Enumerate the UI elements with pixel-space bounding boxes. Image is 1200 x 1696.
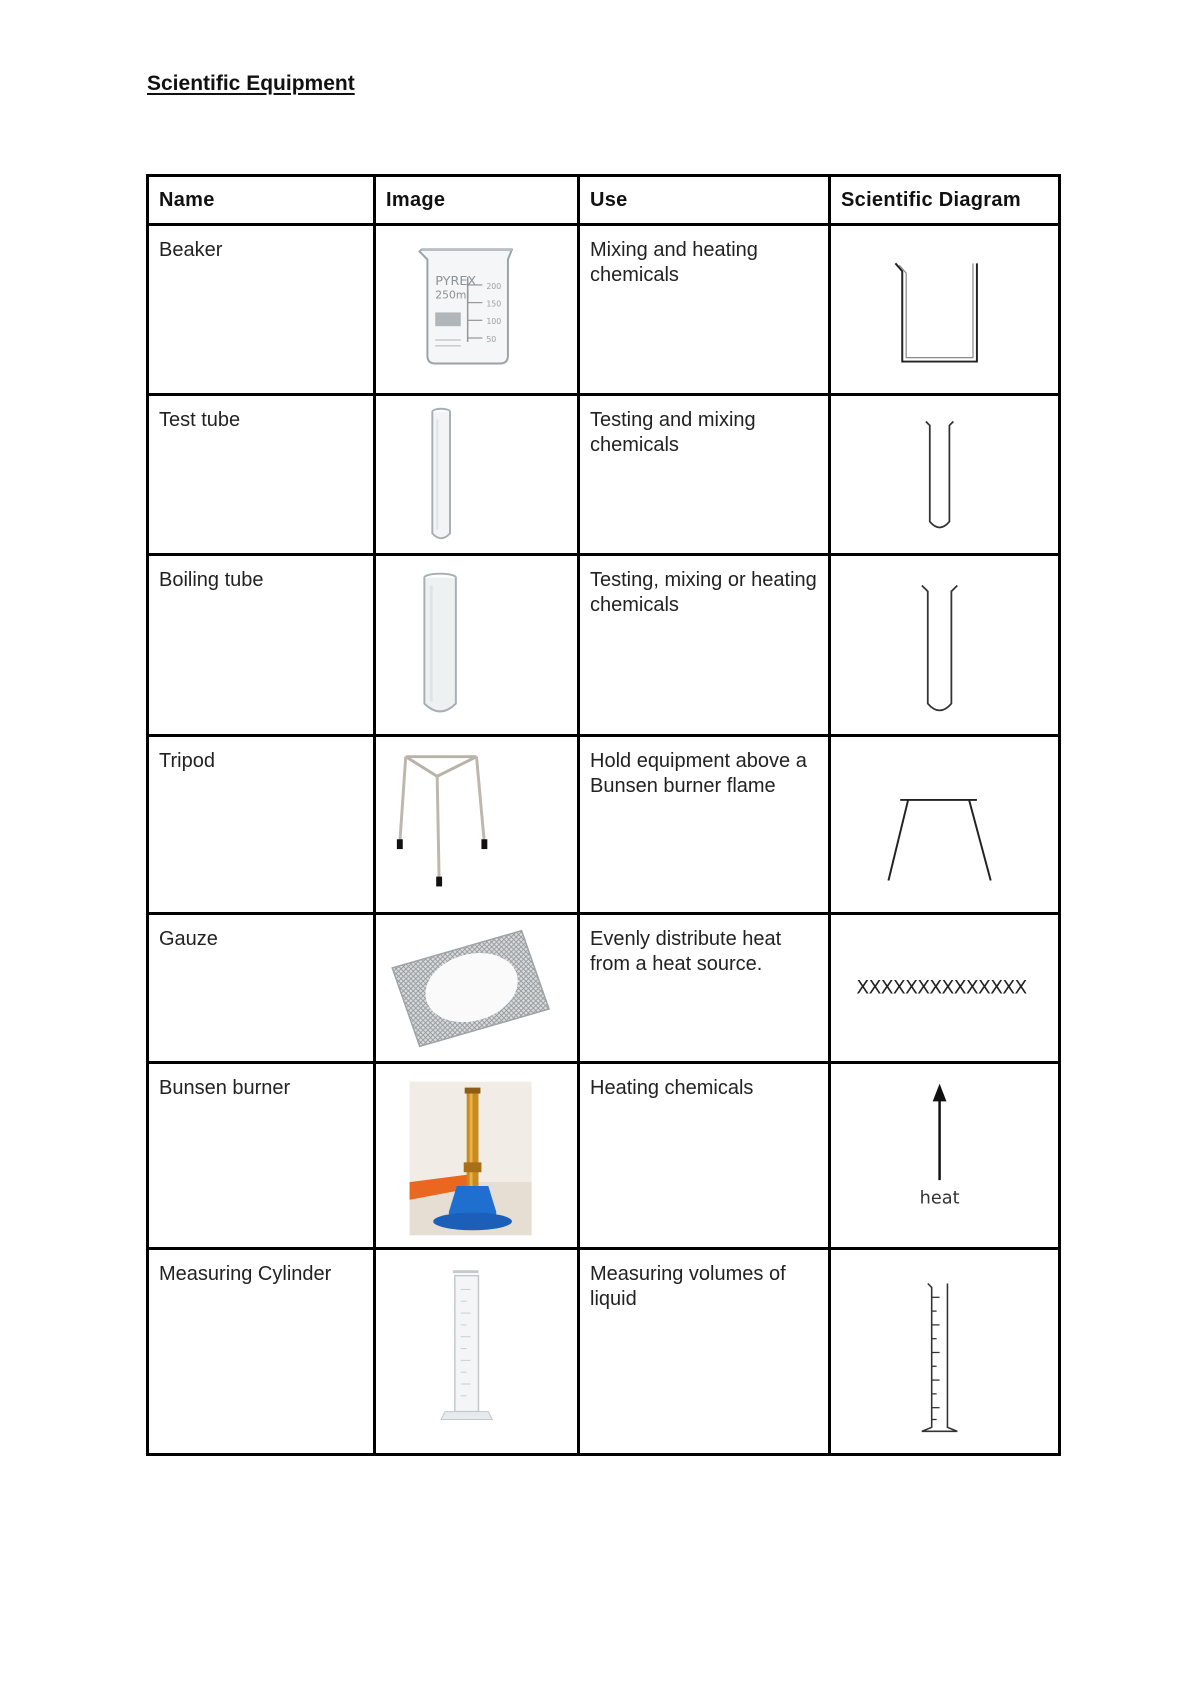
beaker-brand: PYREX — [435, 273, 477, 289]
cell-use: Heating chemicals — [579, 1063, 830, 1249]
page-title: Scientific Equipment — [147, 72, 355, 95]
beaker-mark: 50 — [486, 334, 497, 344]
cell-name: Bunsen burner — [148, 1063, 375, 1249]
tripod-photo — [375, 736, 579, 914]
header-diagram: Scientific Diagram — [830, 176, 1060, 225]
cell-name: Boiling tube — [148, 555, 375, 736]
table-row — [148, 914, 1060, 1063]
measuring-cylinder-diagram-icon — [830, 1249, 1060, 1455]
table-row — [148, 1249, 1060, 1455]
gauze-photo — [375, 914, 579, 1063]
beaker-volume: 250ml — [435, 288, 470, 302]
equipment-table — [146, 174, 1061, 1456]
tripod-diagram-icon — [830, 736, 1060, 914]
cell-use: Measuring volumes of liquid — [579, 1249, 830, 1455]
header-row — [148, 176, 1060, 225]
cell-name: Measuring Cylinder — [148, 1249, 375, 1455]
header-image: Image — [375, 176, 579, 225]
test-tube-diagram-icon — [830, 395, 1060, 555]
measuring-cylinder-photo — [375, 1249, 579, 1455]
boiling-tube-photo — [375, 555, 579, 736]
table-row — [148, 1063, 1060, 1249]
cell-use: Testing, mixing or heating chemicals — [579, 555, 830, 736]
heat-arrow-diagram-icon — [830, 1063, 1060, 1249]
cell-name: Beaker — [148, 225, 375, 395]
beaker-diagram-icon — [830, 225, 1060, 395]
beaker-mark: 100 — [486, 317, 502, 327]
gauze-diagram-text: XXXXXXXXXXXXXX — [856, 977, 1027, 999]
cell-use: Mixing and heating chemicals — [579, 225, 830, 395]
header-use: Use — [579, 176, 830, 225]
beaker-mark: 150 — [486, 299, 502, 309]
boiling-tube-diagram-icon — [830, 555, 1060, 736]
cell-use: Evenly distribute heat from a heat source. — [579, 914, 830, 1063]
cell-name: Tripod — [148, 736, 375, 914]
gauze-diagram-icon — [830, 914, 1060, 1063]
beaker-photo — [375, 225, 579, 395]
table-row — [148, 736, 1060, 914]
cell-name: Test tube — [148, 395, 375, 555]
header-name: Name — [148, 176, 375, 225]
cell-name: Gauze — [148, 914, 375, 1063]
table-row — [148, 555, 1060, 736]
table-row — [148, 395, 1060, 555]
table-row — [148, 225, 1060, 395]
test-tube-photo — [375, 395, 579, 555]
cell-use: Hold equipment above a Bunsen burner flame — [579, 736, 830, 914]
bunsen-burner-photo — [375, 1063, 579, 1249]
beaker-mark: 200 — [486, 281, 502, 291]
heat-label: heat — [919, 1188, 960, 1209]
cell-use: Testing and mixing chemicals — [579, 395, 830, 555]
